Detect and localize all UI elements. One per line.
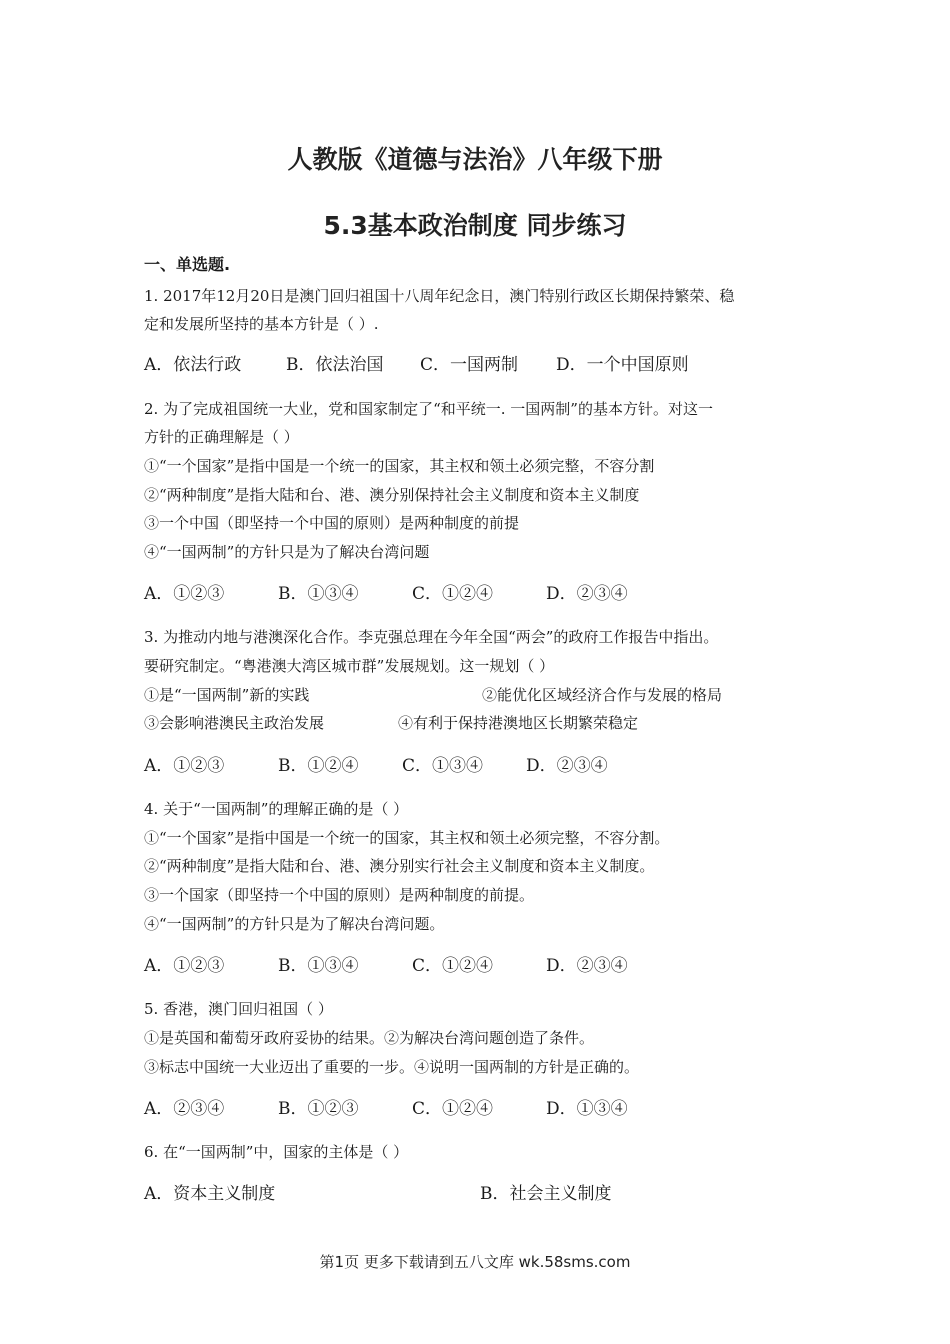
- q2-option-d: D．②③④: [546, 584, 628, 604]
- q2-item: ①“一个国家”是指中国是一个统一的国家，其主权和领土必须完整，不容分割: [144, 457, 655, 475]
- q4-option-a: A．①②③: [144, 956, 225, 976]
- q2-option-b: B．①③④: [278, 584, 359, 604]
- q2-item: ②“两种制度”是指大陆和台、港、澳分别保持社会主义制度和资本主义制度: [144, 486, 640, 504]
- q5-stem-line1: 5. 香港，澳门回归祖国（ ）: [144, 1000, 333, 1018]
- q4-stem-line1: 4. 关于“一国两制”的理解正确的是（ ）: [144, 800, 409, 818]
- q5-item: ③标志中国统一大业迈出了重要的一步。④说明一国两制的方针是正确的。: [144, 1058, 640, 1076]
- q3-stem-line1: 3. 为推动内地与港澳深化合作。李克强总理在今年全国“两会”的政府工作报告中指出。: [144, 628, 719, 646]
- q3-stem-line2: 要研究制定。“粤港澳大湾区城市群”发展规划。这一规划（ ）: [144, 657, 555, 675]
- page-footer: 第1页 更多下载请到五八文库 wk.58sms.com: [319, 1253, 631, 1271]
- q3-option-b: B．①②④: [278, 756, 359, 776]
- q1-option-c: C．一国两制: [420, 355, 519, 375]
- q1-option-a: A．依法行政: [144, 355, 242, 375]
- q3-item: ③会影响港澳民主政治发展: [144, 714, 325, 732]
- q5-option-d: D．①③④: [546, 1099, 628, 1119]
- document-title: 人教版《道德与法治》八年级下册: [287, 145, 663, 174]
- q4-item: ①“一个国家”是指中国是一个统一的国家，其主权和领土必须完整，不容分割。: [144, 829, 670, 847]
- q5-option-c: C．①②④: [412, 1099, 494, 1119]
- q4-item: ④“一国两制”的方针只是为了解决台湾问题。: [144, 915, 445, 933]
- q2-stem-line1: 2. 为了完成祖国统一大业，党和国家制定了“和平统一. 一国两制”的基本方针。对这一: [144, 400, 713, 418]
- q1-stem-line1: 1. 2017年12月20日是澳门回归祖国十八周年纪念日，澳门特别行政区长期保持繁荣、稳: [144, 287, 735, 305]
- q6-option-a: A．资本主义制度: [144, 1184, 276, 1204]
- q6-stem-line1: 6. 在“一国两制”中，国家的主体是（ ）: [144, 1143, 409, 1161]
- q3-option-d: D．②③④: [526, 756, 608, 776]
- q1-option-d: D．一个中国原则: [556, 355, 689, 375]
- q4-option-d: D．②③④: [546, 956, 628, 976]
- q2-option-a: A．①②③: [144, 584, 225, 604]
- q4-item: ②“两种制度”是指大陆和台、港、澳分别实行社会主义制度和资本主义制度。: [144, 857, 655, 875]
- q3-option-c: C．①③④: [402, 756, 484, 776]
- q4-option-b: B．①③④: [278, 956, 359, 976]
- q6-option-b: B．社会主义制度: [480, 1184, 612, 1204]
- q5-item: ①是英国和葡萄牙政府妥协的结果。②为解决台湾问题创造了条件。: [144, 1029, 595, 1047]
- q3-option-a: A．①②③: [144, 756, 225, 776]
- document-subtitle: 5.3基本政治制度 同步练习: [323, 211, 627, 240]
- q3-item: ①是“一国两制”新的实践: [144, 686, 310, 704]
- q2-item: ③一个中国（即坚持一个中国的原则）是两种制度的前提: [144, 514, 520, 532]
- q5-option-a: A．②③④: [144, 1099, 225, 1119]
- q3-item: ②能优化区域经济合作与发展的格局: [482, 686, 723, 704]
- q2-option-c: C．①②④: [412, 584, 494, 604]
- q5-option-b: B．①②③: [278, 1099, 359, 1119]
- q4-item: ③一个国家（即坚持一个中国的原则）是两种制度的前提。: [144, 886, 535, 904]
- q1-option-b: B．依法治国: [286, 355, 384, 375]
- q1-stem-line2: 定和发展所坚持的基本方针是（ ）.: [144, 315, 379, 333]
- q2-stem-line2: 方针的正确理解是（ ）: [144, 428, 299, 446]
- section-heading: 一、单选题.: [144, 255, 231, 274]
- q4-option-c: C．①②④: [412, 956, 494, 976]
- q2-item: ④“一国两制”的方针只是为了解决台湾问题: [144, 543, 430, 561]
- q3-item: ④有利于保持港澳地区长期繁荣稳定: [398, 714, 639, 732]
